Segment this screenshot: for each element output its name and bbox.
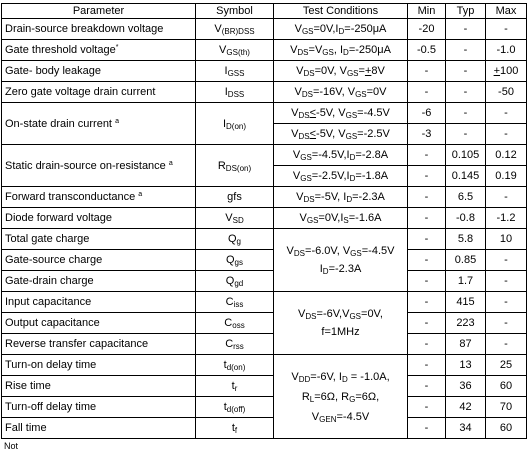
symbol-main: Q [225, 254, 235, 266]
cond-part: V [286, 245, 294, 257]
cond-sub: D [346, 195, 353, 204]
cond-part: V [299, 212, 307, 224]
table-row [2, 187, 527, 208]
param-cell [2, 376, 196, 397]
header-row [2, 4, 527, 19]
condition-cell [274, 166, 408, 187]
cond-part: =-16V, V [312, 86, 356, 98]
typ-cell: - [446, 40, 486, 61]
cond-part: V [294, 23, 302, 35]
symbol-cell: gfs [196, 187, 274, 208]
condition-cell [274, 19, 408, 40]
param-text: Gate-drain charge [5, 275, 94, 287]
cond-part: 8V [371, 65, 385, 77]
cond-line [277, 242, 404, 260]
typ-cell: - [446, 124, 486, 145]
max-cell: -1.0 [486, 40, 527, 61]
header-min: Min [408, 4, 446, 19]
typ-cell: 0.145 [446, 166, 486, 187]
cond-sub: DS [303, 195, 315, 204]
cond-part: V [291, 370, 299, 383]
table-row [2, 103, 527, 124]
table-row [2, 418, 527, 439]
symbol-cell [196, 334, 274, 355]
param-text: Gate- body leakage [5, 65, 102, 77]
symbol-sub: f [234, 426, 238, 435]
condition-cell [274, 145, 408, 166]
cond-part: =V [308, 44, 323, 56]
cond-sub: GEN [319, 414, 337, 424]
symbol-sub: D(on) [226, 121, 247, 131]
symbol-main: R [217, 159, 226, 172]
symbol-main: V [219, 44, 227, 56]
max-cell: 25 [486, 355, 527, 376]
symbol-sub: gd [234, 279, 244, 288]
symbol-sub: g [236, 237, 241, 246]
symbol-main: C [225, 338, 234, 350]
capacitance-condition-cell [274, 292, 408, 355]
cond-sub: GS [300, 153, 312, 162]
max-cell: 60 [486, 418, 527, 439]
typ-cell: - [446, 82, 486, 103]
table-row [2, 376, 527, 397]
table-row [2, 82, 527, 103]
symbol-cell [196, 313, 274, 334]
symbol-sub: d(on) [226, 363, 246, 372]
cond-sub: GS [345, 111, 358, 120]
symbol-main: t [223, 401, 227, 413]
cond-sub: DS [298, 111, 310, 120]
cond-part: =-2.3A [328, 263, 362, 275]
cond-sub: D [338, 27, 345, 36]
param-cell [2, 19, 196, 40]
param-text: Drain-source breakdown voltage [5, 23, 164, 35]
table-row [2, 229, 527, 250]
table-row [2, 292, 527, 313]
typ-cell: 223 [446, 313, 486, 334]
min-cell: - [408, 376, 446, 397]
max-cell: 60 [486, 376, 527, 397]
typ-cell: - [446, 19, 486, 40]
cond-sub: GS [349, 312, 362, 321]
condition-cell [274, 208, 408, 229]
max-cell [486, 61, 527, 82]
param-cell [2, 40, 196, 61]
typ-cell: 6.5 [446, 187, 486, 208]
symbol-sub: r [234, 384, 238, 393]
min-cell: -20 [408, 19, 446, 40]
cond-part: =6Ω, [355, 390, 380, 403]
symbol-cell [196, 82, 274, 103]
cond-part: =-4.5V [336, 410, 370, 423]
max-cell: -1.2 [486, 208, 527, 229]
symbol-cell [196, 355, 274, 376]
table-row [2, 208, 527, 229]
param-text: Reverse transfer capacitance [5, 338, 149, 350]
param-cell [2, 187, 196, 208]
header-parameter: Parameter [2, 4, 196, 19]
param-cell [2, 61, 196, 82]
cond-part: V [294, 86, 302, 98]
min-cell: - [408, 418, 446, 439]
min-cell: - [408, 208, 446, 229]
cond-part: =-250μA [344, 23, 387, 35]
cond-part: =6Ω, R [314, 390, 350, 403]
param-cell [2, 313, 196, 334]
note-mark: a [115, 117, 119, 125]
typ-cell: 0.85 [446, 250, 486, 271]
symbol-main: V [225, 212, 233, 224]
cond-part: =-4.5V,I [311, 149, 350, 161]
cond-sub: GS [322, 48, 334, 57]
symbol-cell [196, 40, 274, 61]
cond-sub: L [309, 394, 315, 404]
symbol-sub: rss [233, 342, 244, 351]
min-cell: - [408, 313, 446, 334]
cond-sub: G [349, 394, 356, 404]
cond-sub: DS [293, 249, 306, 258]
symbol-sub: (BR)DSS [221, 27, 255, 36]
symbol-cell [196, 19, 274, 40]
symbol-main: C [224, 317, 233, 329]
symbol-sub: GS(th) [226, 48, 250, 57]
symbol-sub: DS(on) [225, 163, 252, 173]
symbol-sub: SD [232, 216, 244, 225]
table-row [2, 313, 527, 334]
param-cell [2, 292, 196, 313]
cond-line: f=1MHz [321, 326, 360, 338]
less-equal-sign: < [309, 128, 317, 140]
cond-sub: D [343, 48, 349, 57]
condition-cell [274, 103, 408, 124]
cond-line [277, 260, 404, 278]
max-cell: - [486, 103, 527, 124]
symbol-sub: GSS [227, 69, 245, 78]
cond-part: =-1.6A [348, 212, 382, 224]
typ-cell: 34 [446, 418, 486, 439]
cond-part: V [296, 65, 304, 77]
cond-line [277, 305, 404, 323]
cond-part: = -1.0A, [347, 370, 390, 383]
typ-cell: -0.8 [446, 208, 486, 229]
symbol-sub: iss [233, 300, 244, 309]
symbol-cell [196, 229, 274, 250]
param-cell [2, 208, 196, 229]
min-cell: - [408, 355, 446, 376]
max-value: 100 [500, 65, 519, 77]
cond-line [277, 367, 404, 387]
max-cell: - [486, 292, 527, 313]
cond-sub: GS [345, 132, 358, 141]
cond-sub: GS [350, 249, 362, 258]
max-cell: 0.19 [486, 166, 527, 187]
symbol-sub: oss [232, 321, 245, 330]
max-cell: - [486, 271, 527, 292]
symbol-main: V [214, 23, 222, 35]
cond-sub: GS [301, 27, 314, 36]
cond-part: =0V, V [314, 65, 347, 77]
max-cell: - [486, 250, 527, 271]
min-cell: - [408, 271, 446, 292]
param-text: Turn-off delay time [5, 401, 97, 413]
symbol-main: I [224, 86, 228, 98]
cond-line [277, 407, 404, 427]
cond-part: V [311, 410, 320, 423]
cond-sub: GS [306, 216, 319, 225]
table-row [2, 334, 527, 355]
cond-part: V [298, 308, 306, 320]
param-text: Forward transconductance [5, 191, 136, 203]
param-cell [2, 334, 196, 355]
min-cell: - [408, 292, 446, 313]
less-equal-sign: < [309, 107, 317, 119]
table-row [2, 250, 527, 271]
typ-cell: - [446, 103, 486, 124]
condition-cell [274, 61, 408, 82]
cond-sub: D [341, 374, 348, 384]
param-text: Rise time [5, 380, 51, 392]
cond-sub: S [343, 216, 349, 225]
cond-sub: GS [346, 69, 359, 78]
typ-cell: 0.105 [446, 145, 486, 166]
table-row [2, 397, 527, 418]
typ-cell: 415 [446, 292, 486, 313]
max-cell: - [486, 334, 527, 355]
cond-part: =-6.0V, V [305, 245, 351, 257]
param-text: Zero gate voltage drain current [5, 86, 156, 98]
max-cell: 10 [486, 229, 527, 250]
symbol-sub: DSS [227, 90, 245, 99]
condition-cell [274, 40, 408, 61]
condition-cell [274, 82, 408, 103]
symbol-main: C [225, 296, 234, 308]
cond-part: =-4.5V [357, 107, 390, 119]
param-cell [2, 229, 196, 250]
param-text: Gate threshold voltage [5, 44, 116, 56]
cond-sub: DD [298, 374, 311, 384]
min-cell: - [408, 397, 446, 418]
typ-cell: 87 [446, 334, 486, 355]
symbol-main: Q [227, 233, 237, 245]
max-cell: - [486, 187, 527, 208]
table-row [2, 271, 527, 292]
cond-part: V [291, 107, 299, 119]
cond-part: V [292, 149, 301, 161]
plus-minus-sign: + [493, 65, 501, 77]
cond-part: I [319, 263, 323, 275]
table-row [2, 19, 527, 40]
cond-part: =-1.8A [355, 170, 389, 182]
cond-sub: DS [305, 312, 317, 321]
symbol-cell [196, 61, 274, 82]
cond-sub: DS [297, 48, 309, 57]
param-cell [2, 418, 196, 439]
max-cell: 0.12 [486, 145, 527, 166]
typ-cell: - [446, 61, 486, 82]
cond-sub: GS [355, 90, 367, 99]
param-text: Total gate charge [5, 233, 90, 245]
param-cell [2, 271, 196, 292]
min-cell: - [408, 187, 446, 208]
symbol-sub: gs [234, 258, 243, 267]
cond-part: =0V [366, 86, 387, 98]
param-cell [2, 355, 196, 376]
cond-part: V [291, 128, 299, 140]
cond-part: =-5V, I [314, 191, 347, 203]
param-text: Gate-source charge [5, 254, 103, 266]
symbol-cell [196, 145, 274, 187]
table-row [2, 40, 527, 61]
min-cell: - [408, 61, 446, 82]
typ-cell: 1.7 [446, 271, 486, 292]
cond-part: -5V, V [316, 107, 346, 119]
cond-part: V [296, 191, 304, 203]
max-cell: - [486, 124, 527, 145]
min-cell: - [408, 82, 446, 103]
cond-part: =-2.5V [357, 128, 390, 140]
max-cell: -50 [486, 82, 527, 103]
charge-condition-cell [274, 229, 408, 292]
symbol-main: t [231, 422, 235, 434]
symbol-cell [196, 376, 274, 397]
cond-part: =-250μA [348, 44, 391, 56]
cond-sub: DS [301, 90, 313, 99]
cond-part: = [358, 65, 365, 77]
symbol-cell [196, 418, 274, 439]
max-cell: - [486, 313, 527, 334]
cond-line [277, 387, 404, 407]
param-text: Output capacitance [5, 317, 100, 329]
condition-cell [274, 124, 408, 145]
switching-condition-cell [274, 355, 408, 439]
symbol-sub: d(off) [226, 405, 246, 414]
symbol-main: I [224, 65, 228, 77]
table-row [2, 355, 527, 376]
cond-sub: DS [303, 69, 315, 78]
symbol-main: I [222, 117, 227, 130]
cond-sub: D [322, 267, 329, 276]
notes-fragment: Not [4, 441, 19, 451]
cond-part: =0V,I [318, 212, 344, 224]
cond-sub: DS [298, 132, 310, 141]
cond-part: =-4.5V [361, 245, 395, 257]
cond-part: V [290, 44, 298, 56]
param-text: Fall time [5, 422, 47, 434]
cond-sub: GS [300, 174, 312, 183]
header-max: Max [486, 4, 527, 19]
cond-part: V [292, 170, 301, 182]
param-cell [2, 145, 196, 187]
typ-cell: 13 [446, 355, 486, 376]
symbol-main: Q [225, 275, 235, 287]
symbol-cell [196, 397, 274, 418]
note-mark: a [168, 159, 173, 167]
cond-part: =-2.3A [352, 191, 385, 203]
min-cell: - [408, 229, 446, 250]
table-row [2, 61, 527, 82]
header-symbol: Symbol [196, 4, 274, 19]
table-row [2, 145, 527, 166]
min-cell: - [408, 145, 446, 166]
param-text: On-state drain current [5, 117, 112, 130]
cond-part: , I [333, 44, 344, 56]
symbol-main: t [231, 380, 235, 392]
symbol-main: t [223, 359, 227, 371]
param-text: Input capacitance [5, 296, 92, 308]
symbol-cell [196, 271, 274, 292]
typ-cell: 36 [446, 376, 486, 397]
max-cell: - [486, 19, 527, 40]
min-cell: -0.5 [408, 40, 446, 61]
min-cell: -6 [408, 103, 446, 124]
cond-part: R [301, 390, 310, 403]
cond-sub: D [349, 153, 356, 162]
cond-part: =-2.5V,I [311, 170, 350, 182]
cond-part: =-6V,V [316, 308, 350, 320]
min-cell: - [408, 250, 446, 271]
note-mark: * [115, 44, 119, 51]
header-typ: Typ [446, 4, 486, 19]
typ-cell: 5.8 [446, 229, 486, 250]
param-text: Static drain-source on-resistance [5, 159, 166, 172]
cond-part: =0V, [361, 308, 383, 320]
typ-cell: 42 [446, 397, 486, 418]
header-test-conditions: Test Conditions [274, 4, 408, 19]
cond-part: -5V, V [316, 128, 346, 140]
cond-sub: D [349, 174, 356, 183]
symbol-cell [196, 250, 274, 271]
param-cell [2, 82, 196, 103]
symbol-cell [196, 208, 274, 229]
cond-part: =-2.8A [355, 149, 389, 161]
min-cell: - [408, 166, 446, 187]
min-cell: -3 [408, 124, 446, 145]
cond-part: =-6V, I [310, 370, 342, 383]
min-cell: - [408, 334, 446, 355]
param-text: Turn-on delay time [5, 359, 97, 371]
condition-cell [274, 187, 408, 208]
plus-minus-sign: + [364, 65, 372, 77]
symbol-cell [196, 292, 274, 313]
electrical-characteristics-table [1, 3, 527, 439]
param-cell [2, 250, 196, 271]
symbol-cell [196, 103, 274, 145]
param-cell [2, 397, 196, 418]
note-mark: a [138, 191, 143, 198]
param-text: Diode forward voltage [5, 212, 113, 224]
param-cell [2, 103, 196, 145]
cond-part: =0V,I [313, 23, 339, 35]
max-cell: 70 [486, 397, 527, 418]
